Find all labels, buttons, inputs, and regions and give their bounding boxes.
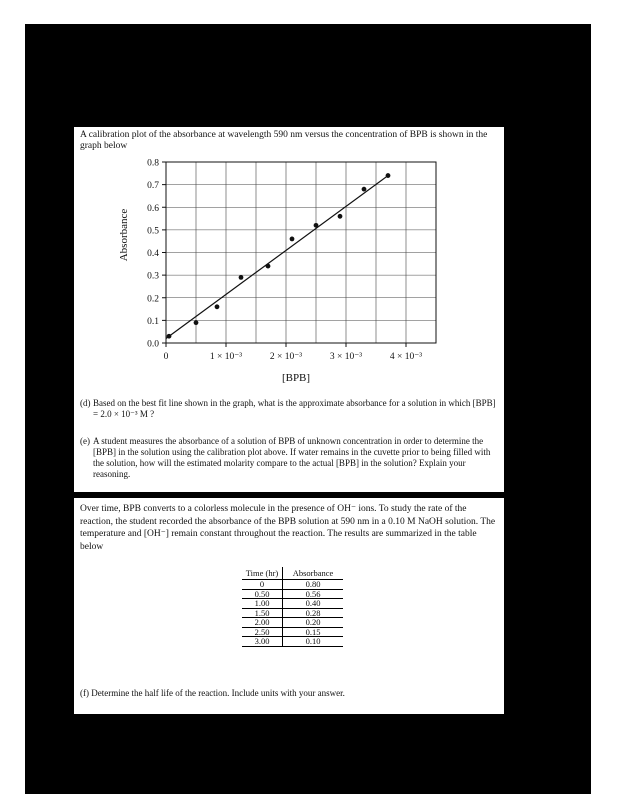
y-tick-label: 0.0	[147, 339, 159, 350]
data-point	[266, 264, 271, 269]
table-row	[242, 618, 343, 628]
calibration-intro: A calibration plot of the absorbance at wavelength 590 nm versus the concentration of BPB is shown in the graph below	[80, 130, 488, 151]
y-tick-label: 0.3	[147, 271, 159, 282]
question-e-text: A student measures the absorbance of a solution of BPB of unknown concentration in order to determine the [BPB] in the solution using the calibration plot above. If water remains in the cuvette prior to being filled with the solution, how will the estimated molarity compare to the actual [BPB] in the solution? Explain your reasoning.	[93, 436, 491, 479]
table-header-row	[242, 567, 343, 580]
question-d-text: Based on the best fit line shown in the graph, what is the approximate absorbance for a solution in which [BPB] = 2.0 × 10⁻³ M ?	[93, 398, 496, 419]
calibration-chart	[74, 127, 504, 397]
x-tick-label: 3 × 10⁻³	[329, 352, 363, 362]
kinetics-intro: Over time, BPB converts to a colorless molecule in the presence of OH⁻ ions. To study the rate of the reaction, the student recorded the absorbance of the BPB solution at 590 nm in a 0.10 M NaOH solution. The temperature and [OH⁻] remain constant throughout the reaction. The results are summarized in the table below	[80, 504, 496, 552]
y-tick-label: 0.2	[147, 294, 159, 305]
absorbance-table	[242, 567, 343, 647]
table-row	[242, 637, 343, 647]
data-point	[167, 334, 172, 339]
time-cell: 1.50	[242, 608, 283, 618]
question-d-label: (d)	[80, 398, 91, 408]
absorbance-cell: 0.40	[283, 599, 344, 609]
calibration-section	[74, 127, 504, 492]
time-column-header: Time (hr)	[242, 567, 283, 580]
y-tick-label: 0.4	[147, 249, 159, 259]
question-e	[80, 436, 496, 480]
x-axis-label: [BPB]	[281, 372, 311, 384]
data-point	[194, 320, 199, 325]
x-tick-label: 1 × 10⁻³	[209, 352, 243, 362]
kinetics-section	[74, 498, 504, 714]
question-f	[80, 688, 345, 698]
absorbance-cell: 0.56	[283, 589, 344, 599]
time-cell: 2.50	[242, 627, 283, 637]
time-cell: 3.00	[242, 637, 283, 647]
time-cell: 1.00	[242, 599, 283, 609]
question-f-text: Determine the half life of the reaction. Include units with your answer.	[91, 688, 345, 698]
table-row	[242, 599, 343, 609]
data-point	[386, 173, 391, 178]
y-tick-label: 0.5	[147, 226, 159, 237]
data-point	[290, 237, 295, 242]
best-fit-line	[166, 176, 388, 339]
absorbance-cell: 0.10	[283, 637, 344, 647]
y-tick-label: 0.8	[147, 158, 159, 169]
absorbance-cell: 0.28	[283, 608, 344, 618]
x-tick-label: 2 × 10⁻³	[269, 352, 303, 362]
data-point	[362, 187, 367, 192]
time-cell: 0	[242, 580, 283, 590]
question-e-label: (e)	[80, 436, 90, 446]
data-point	[338, 214, 343, 219]
question-f-label: (f)	[80, 688, 89, 698]
y-tick-label: 0.6	[147, 203, 159, 214]
y-axis-label: Absorbance	[118, 208, 130, 262]
data-point	[314, 223, 319, 228]
absorbance-column-header: Absorbance	[283, 567, 344, 580]
time-cell: 2.00	[242, 618, 283, 628]
data-point	[215, 304, 220, 309]
absorbance-cell: 0.20	[283, 618, 344, 628]
y-tick-label: 0.1	[147, 316, 159, 327]
absorbance-cell: 0.80	[283, 580, 344, 590]
x-tick-label: 4 × 10⁻³	[389, 352, 423, 362]
y-tick-label: 0.7	[147, 181, 159, 192]
question-d	[80, 398, 496, 420]
time-cell: 0.50	[242, 589, 283, 599]
x-tick-label: 0	[163, 352, 169, 362]
table-row	[242, 580, 343, 590]
data-point	[239, 275, 244, 280]
absorbance-cell: 0.15	[283, 627, 344, 637]
